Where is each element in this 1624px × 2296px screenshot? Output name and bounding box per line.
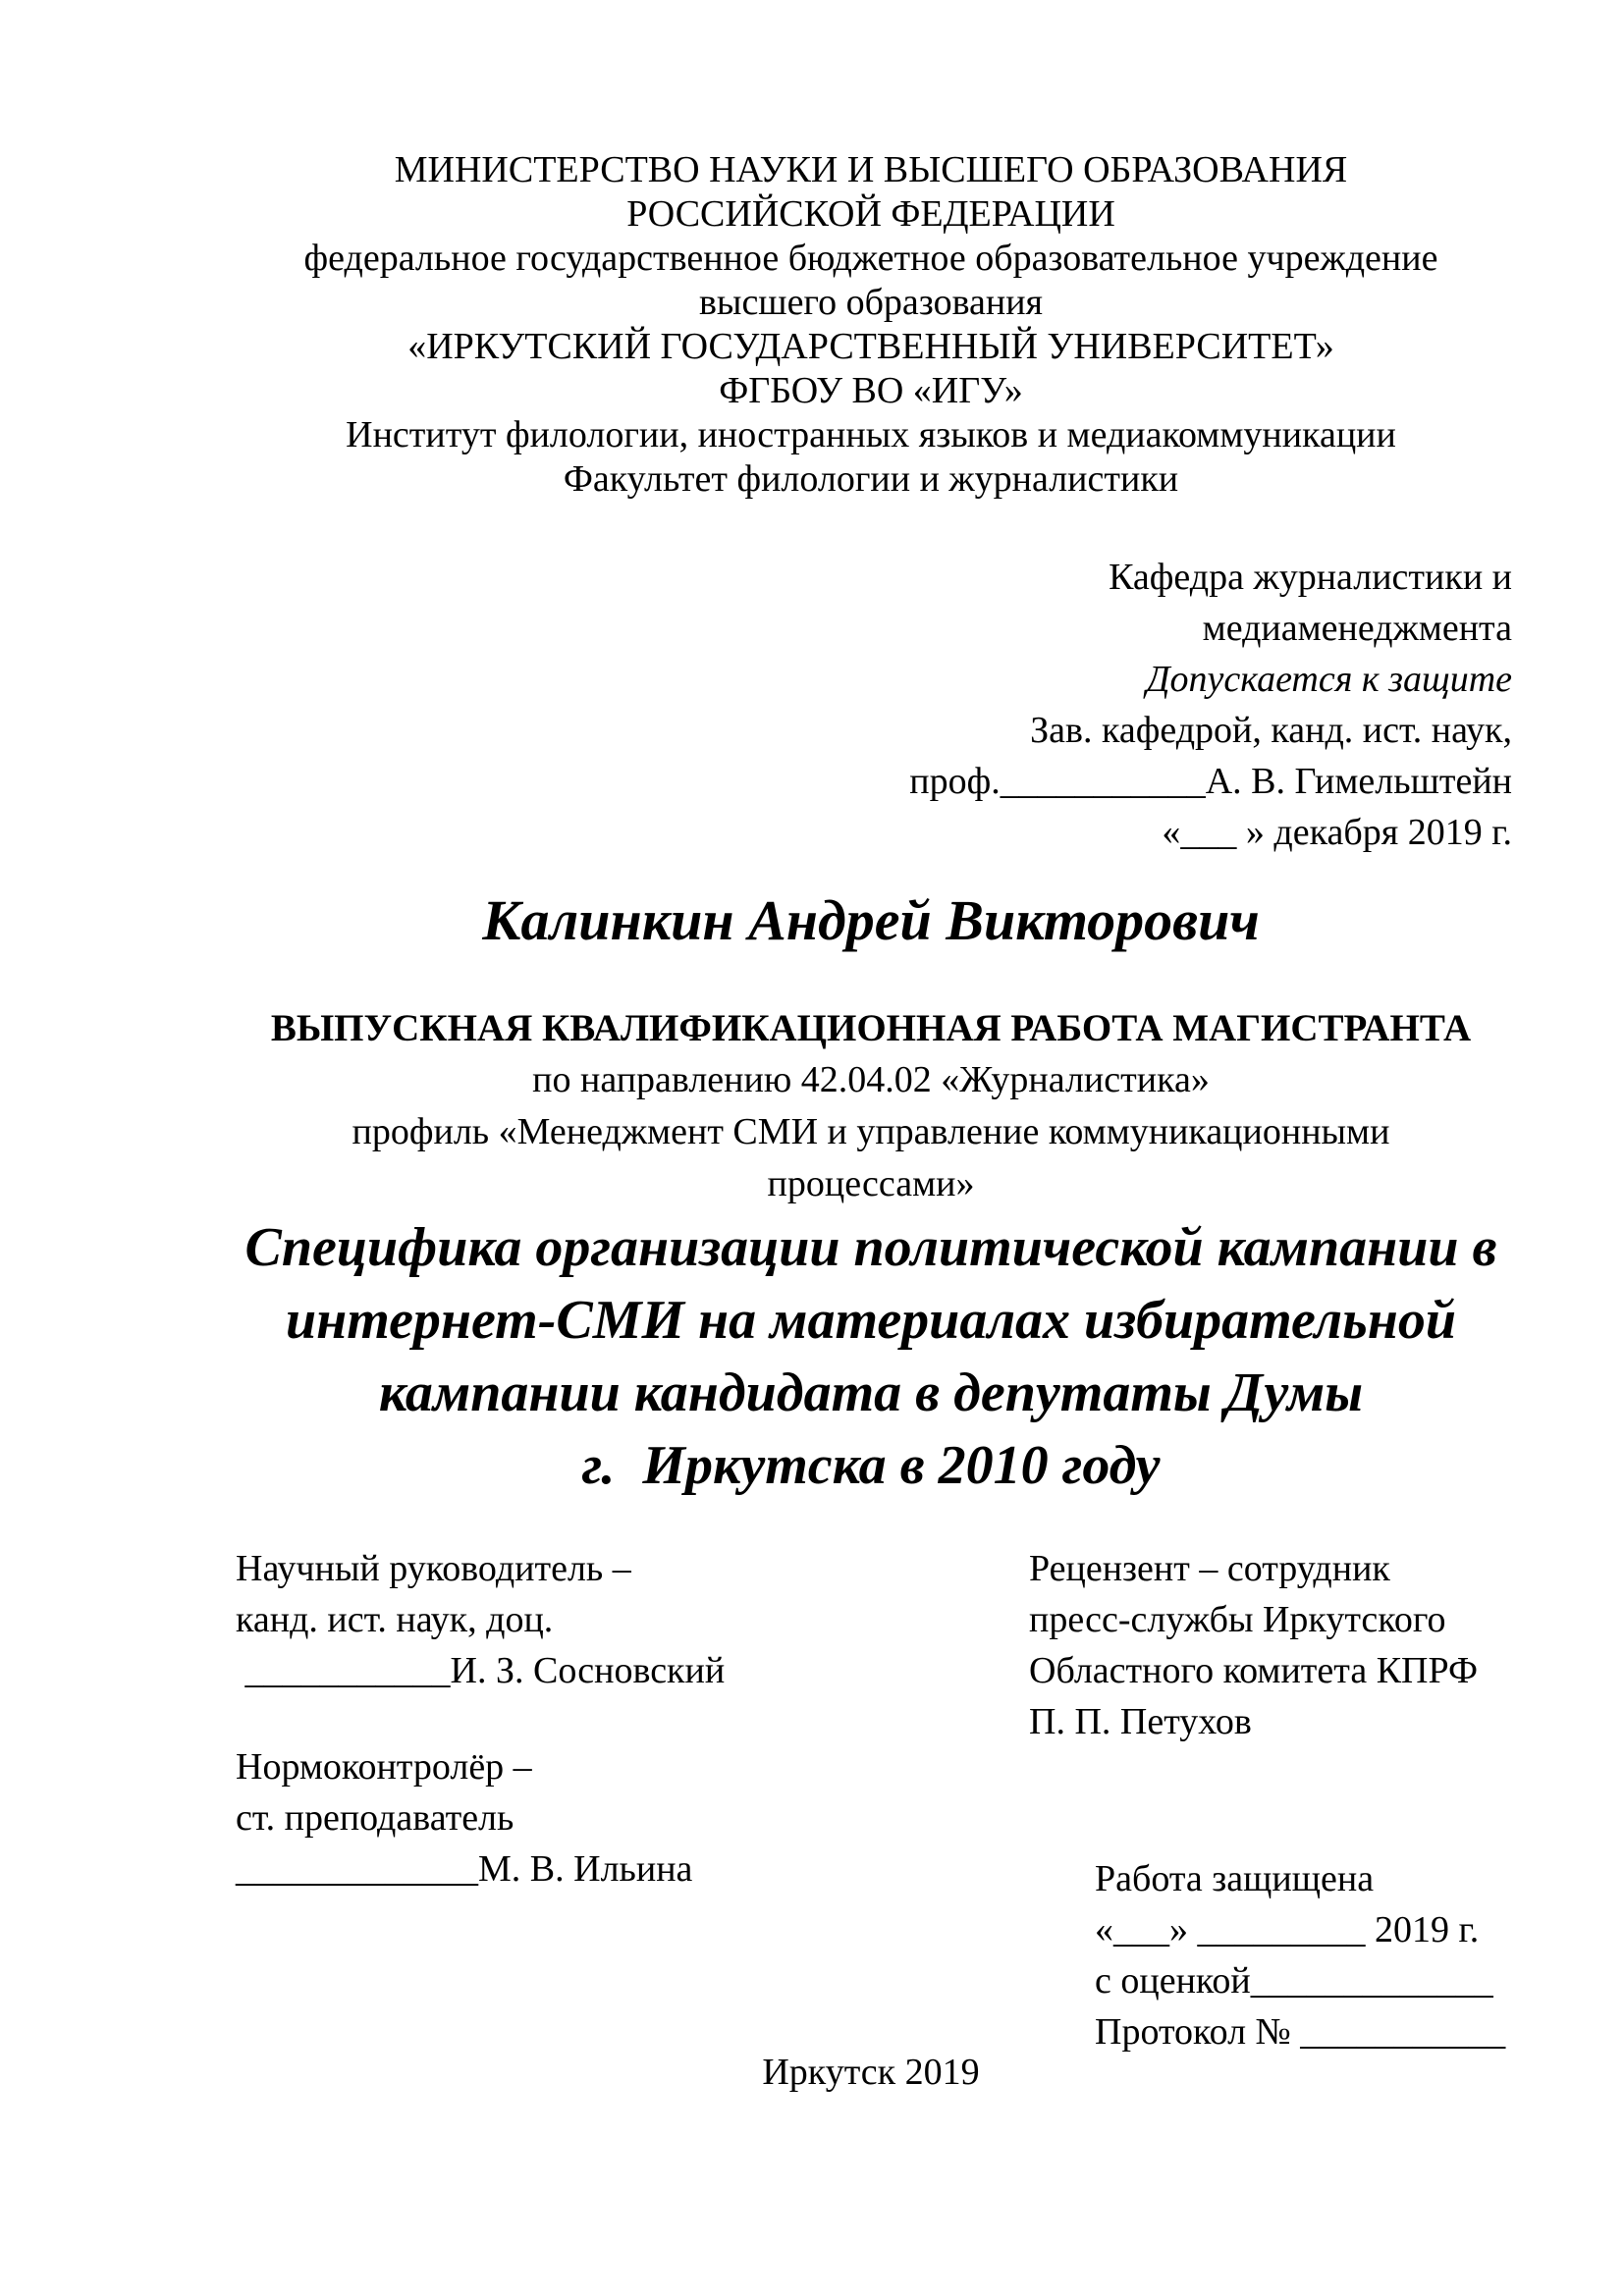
university-name-line: «ИРКУТСКИЙ ГОСУДАРСТВЕННЫЙ УНИВЕРСИТЕТ» xyxy=(407,326,1334,367)
defense-status-line: Работа защищена xyxy=(1095,1858,1375,1899)
department-line-2: медиаменеджмента xyxy=(1202,608,1512,649)
thesis-title-line-2: интернет-СМИ на материалах избирательной xyxy=(286,1290,1456,1351)
department-approval-block xyxy=(638,552,1512,858)
ministry-line-1: МИНИСТЕРСТВО НАУКИ И ВЫСШЕГО ОБРАЗОВАНИЯ xyxy=(394,149,1348,190)
work-profile-line-2: процессами» xyxy=(767,1163,975,1204)
normcontrol-role-line: Нормоконтролёр – xyxy=(236,1746,532,1788)
thesis-title-line-4: г. Иркутска в 2010 году xyxy=(581,1435,1161,1496)
work-direction-line: по направлению 42.04.02 «Журналистика» xyxy=(532,1059,1210,1100)
normcontrol-block xyxy=(236,1741,725,1895)
defense-protocol-line: Протокол № ___________ xyxy=(1095,2011,1506,2053)
institute-line: Институт филологии, иностранных языков и медиакоммуникации xyxy=(346,414,1396,455)
author-name: Калинкин Андрей Викторович xyxy=(482,888,1260,952)
work-type-heading: ВЫПУСКНАЯ КВАЛИФИКАЦИОННАЯ РАБОТА МАГИСТРАНТА xyxy=(270,1007,1472,1049)
supervisor-degree-line: канд. ист. наук, доц. xyxy=(236,1599,554,1640)
normcontrol-signature-line: _____________М. В. Ильина xyxy=(236,1848,693,1890)
ministry-line-2: РОССИЙСКОЙ ФЕДЕРАЦИИ xyxy=(626,193,1115,235)
qualification-work-block xyxy=(167,1002,1575,1210)
supervisor-block xyxy=(236,1543,725,1895)
approval-note: Допускается к защите xyxy=(1146,659,1512,700)
reviewer-org-line-2: Областного комитета КПРФ xyxy=(1029,1650,1479,1691)
thesis-title-line-3: кампании кандидата в депутаты Думы xyxy=(378,1362,1364,1423)
reviewer-block xyxy=(1029,1543,1478,1747)
institution-type-line: федеральное государственное бюджетное образовательное учреждение xyxy=(303,238,1438,279)
faculty-line: Факультет филологии и журналистики xyxy=(563,458,1179,500)
reviewer-org-line-1: пресс-службы Иркутского xyxy=(1029,1599,1446,1640)
reviewer-role-line: Рецензент – сотрудник xyxy=(1029,1548,1390,1589)
defense-grade-line: с оценкой_____________ xyxy=(1095,1960,1493,2002)
supervisor-signature-line: ___________И. З. Сосновский xyxy=(236,1650,726,1691)
defense-block xyxy=(1095,1853,1505,2057)
department-head-title: Зав. кафедрой, канд. ист. наук, xyxy=(1030,710,1512,751)
university-abbr-line: ФГБОУ ВО «ИГУ» xyxy=(719,370,1023,411)
work-profile-line: профиль «Менеджмент СМИ и управление коммуникационными xyxy=(352,1111,1390,1152)
city-year-line: Иркутск 2019 xyxy=(762,2052,980,2093)
reviewer-name-line: П. П. Петухов xyxy=(1029,1701,1252,1742)
thesis-title-line-1: Специфика организации политической кампании в xyxy=(244,1217,1497,1278)
thesis-title xyxy=(137,1211,1604,1502)
supervisor-role-line: Научный руководитель – xyxy=(236,1548,631,1589)
approval-date-line: «___ » декабря 2019 г. xyxy=(1162,812,1512,853)
defense-date-line: «___» _________ 2019 г. xyxy=(1095,1909,1480,1950)
normcontrol-degree-line: ст. преподаватель xyxy=(236,1797,514,1839)
department-head-signature-line: проф.___________А. В. Гимельштейн xyxy=(909,761,1512,802)
education-level-line: высшего образования xyxy=(698,282,1044,323)
department-line-1: Кафедра журналистики и xyxy=(1109,557,1512,598)
ministry-header-block xyxy=(167,148,1575,502)
